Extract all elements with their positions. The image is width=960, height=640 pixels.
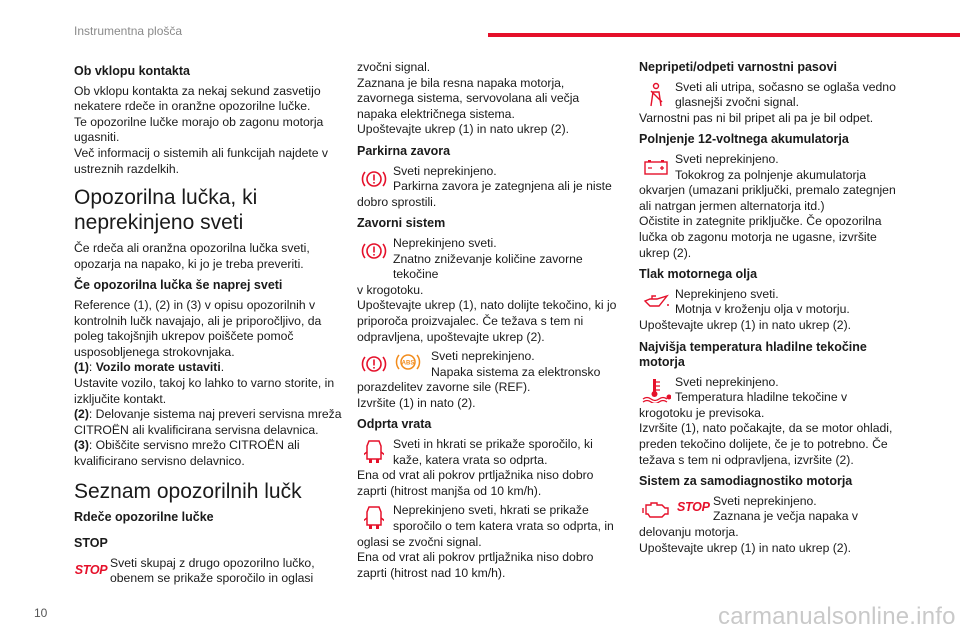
- ref-1-bold: Vozilo morate ustaviti: [95, 360, 221, 375]
- door-1-after: Ena od vrat ali pokrov prtljažnika niso dobro zaprti (hitrost manjša od 10 km/h).: [357, 468, 594, 498]
- column-1: [74, 58, 346, 587]
- heading-coolant: Najvišja temperatura hladilne tekočine motorja: [639, 339, 867, 370]
- parking-brake-text: Sveti neprekinjeno. Parkirna zavora je zategnjena ali je niste: [393, 163, 612, 194]
- abs-icon: [395, 351, 421, 378]
- heading-still-on: Če opozorilna lučka še naprej sveti: [74, 278, 283, 293]
- parking-brake-entry: [357, 164, 622, 195]
- reference-1: (1): Vozilo morate ustaviti.: [74, 360, 225, 375]
- brake-system-icon: [357, 236, 391, 266]
- oil-after: Upoštevajte ukrep (1) in nato ukrep (2).: [639, 317, 852, 332]
- text-references: Reference (1), (2) in (3) v opisu opozorilnih v kontrolnih lučk navajajo, ali je priporočljivo, da poleg takojšnjih ukrepov poiščete pomoč usposobljenega strokovnjaka.: [74, 297, 322, 359]
- ref-3-text: : Obiščite servisno mrežo CITROËN ali kvalificirano servisno delavnico.: [74, 438, 300, 468]
- oil-can-icon: [639, 287, 673, 317]
- heading-stop: STOP: [74, 536, 108, 551]
- heading-diagnostics: Sistem za samodiagnostiko motorja: [639, 474, 853, 489]
- heading-oil: Tlak motornega olja: [639, 267, 758, 282]
- seatbelt-entry: [639, 80, 901, 111]
- ref-2-text: : Delovanje sistema naj preveri servisna mreža CITROËN ali kvalificirana servisna delavnica.: [74, 407, 342, 437]
- ref-text: Sveti neprekinjeno. Napaka sistema za elektronsko: [431, 349, 601, 379]
- ref-after: porazdelitev zavorne sile (REF). Izvršite (1) in nato (2).: [357, 380, 531, 410]
- heading-battery: Polnjenje 12-voltnega akumulatorja: [639, 132, 849, 147]
- ref-1-label: (1): [74, 360, 89, 375]
- battery-text: Sveti neprekinjeno. Tokokrog za polnjenje akumulatorja: [675, 151, 867, 182]
- ref-entry: [357, 349, 622, 380]
- column-2: [357, 60, 622, 585]
- ref-1-text: Ustavite vozilo, takoj ko lahko to varno storite, in izključite kontakt.: [74, 375, 335, 406]
- section-title: Instrumentna plošča: [74, 24, 183, 38]
- brake-icon-small: [357, 349, 391, 379]
- heading-parking-brake: Parkirna zavora: [357, 143, 451, 158]
- ref-2-label: (2): [74, 407, 89, 422]
- door-2-after: oglasi se zvočni signal. Ena od vrat ali pokrov prtljažnika niso dobro zaprti (hitrost nad 10 km/h).: [357, 534, 594, 580]
- brake-warning-icon: [357, 164, 391, 194]
- door-open-icon-2: [357, 503, 391, 533]
- battery-after: okvarjen (umazani priključki, premalo zategnjen ali natrgan jermen alternatorja itd.) Očistite in zategnite priključke. Če opozorilna lučka ob zagonu motorja ne ugasne, izvršite ukrep (2).: [639, 183, 896, 260]
- coolant-temp-icon: [639, 375, 673, 405]
- door-1-text: Sveti in hkrati se prikaže sporočilo, ki kaže, katera vrata so odprta.: [393, 437, 593, 467]
- door-open-icon: [357, 437, 391, 467]
- coolant-text: Sveti neprekinjeno. Temperatura hladilne tekočine v: [675, 374, 848, 405]
- door-2-text: Neprekinjeno sveti, hkrati se prikaže sporočilo o tem katera vrata so odprta, in: [393, 503, 614, 534]
- stop-icon: STOP: [74, 562, 108, 577]
- seatbelt-after: Varnostni pas ni bil pripet ali pa je bil odpet.: [639, 110, 874, 125]
- door-entry-1: [357, 437, 622, 468]
- seatbelt-icon: [639, 80, 673, 110]
- heading-seatbelt: Nepripeti/odpeti varnostni pasovi: [639, 60, 837, 74]
- battery-entry: [639, 152, 901, 183]
- coolant-entry: [639, 375, 901, 406]
- door-entry-2: [357, 503, 622, 534]
- heading-brake-system: Zavorni sistem: [357, 216, 446, 231]
- heading-red-lights: Rdeče opozorilne lučke: [74, 510, 214, 525]
- reference-3: [74, 438, 346, 469]
- diagnostics-after: delovanju motorja. Upoštevajte ukrep (1) in nato ukrep (2).: [639, 525, 852, 555]
- header-accent-bar: [488, 33, 960, 37]
- heading-door-open: Odprta vrata: [357, 417, 432, 432]
- oil-text: Neprekinjeno sveti. Motnja v kroženju olja v motorju.: [675, 286, 850, 317]
- seatbelt-text: Sveti ali utripa, sočasno se oglaša vedno glasnejši zvočni signal.: [675, 79, 896, 110]
- diag-stop-icon: STOP: [677, 499, 710, 514]
- engine-icon: [639, 494, 673, 524]
- text-warning: Če rdeča ali oranžna opozorilna lučka sveti, opozarja na napako, ki jo je treba preveriti.: [74, 241, 310, 271]
- stop-continued: zvočni signal. Zaznana je bila resna napaka motorja, zavornega sistema, servovolana ali večja napaka električnega sistema. Upoštevajte ukrep (1) in nato ukrep (2).: [357, 60, 580, 137]
- diagnostics-entry: [639, 494, 901, 525]
- reference-2: [74, 407, 346, 438]
- heading-contact: Ob vklopu kontakta: [74, 64, 190, 78]
- page-number: 10: [34, 606, 48, 620]
- brake-system-entry: [357, 236, 622, 283]
- stop-entry: [74, 556, 346, 587]
- diagnostics-text: Sveti neprekinjeno. Zaznana je večja napaka v: [713, 493, 858, 524]
- coolant-after: krogotoku je previsoka. Izvršite (1), nato počakajte, da se motor ohladi, preden tekočino dolijete, če je to potrebno. Če težava s tem ni odpravljena, izvršite (2).: [639, 405, 893, 467]
- brake-system-after: v krogotoku. Upoštevajte ukrep (1), nato dolijte tekočino, ki jo priporoča proizvajalec. Če težava s tem ni odpravljena, upoštevajte ukrep (2).: [357, 282, 617, 344]
- stop-text: Sveti skupaj z drugo opozorilno lučko, obenem se prikaže sporočilo in oglasi: [110, 555, 315, 586]
- text-contact: Ob vklopu kontakta za nekaj sekund zasvetijo nekatere rdeče in oranžne opozorilne lučke. Te opozorilne lučke morajo ob zagonu motorja ugasniti. Več informacij o sistemih ali funkcijah najdete v ustreznih razdelkih.: [74, 83, 329, 176]
- brake-system-text: Neprekinjeno sveti. Znatno zniževanje količine zavorne tekočine: [393, 235, 583, 282]
- ref-3-label: (3): [74, 438, 89, 453]
- watermark: carmanualsonline.info: [718, 603, 956, 630]
- column-3: [639, 60, 901, 560]
- battery-icon: [639, 152, 673, 182]
- svg-text:ABS: ABS: [401, 360, 415, 367]
- heading-list: Seznam opozorilnih lučk: [74, 480, 302, 504]
- parking-brake-after: dobro sprostili.: [357, 194, 437, 209]
- heading-warning-light: Opozorilna lučka, ki neprekinjeno sveti: [74, 186, 258, 235]
- oil-entry: [639, 287, 901, 318]
